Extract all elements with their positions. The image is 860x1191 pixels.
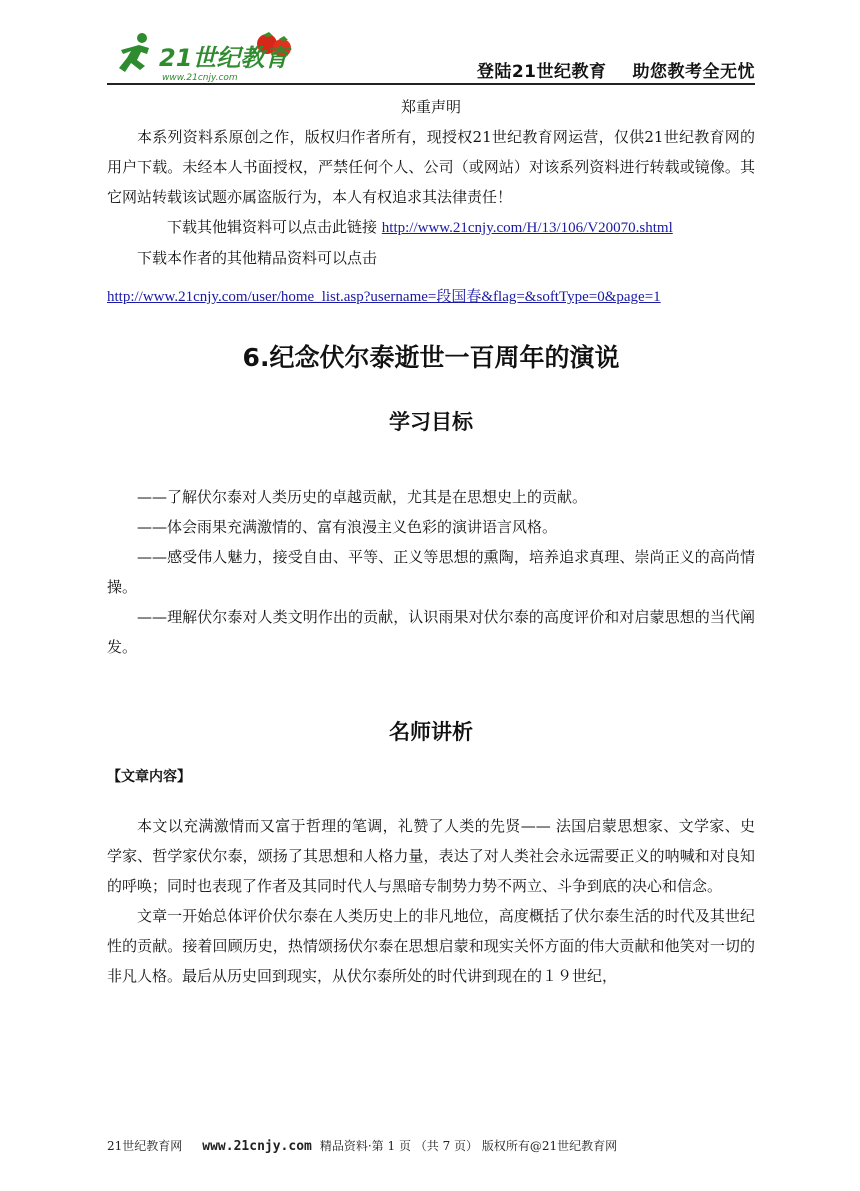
analysis-paragraph: 文章一开始总体评价伏尔泰在人类历史上的非凡地位，高度概括了伏尔泰生活的时代及其世纪性的贡献。接着回顾历史，热情颂扬伏尔泰在思想启蒙和现实关怀方面的伟大贡献和他笑对一切的非凡人格。最后从历史回到现实，从伏尔泰所处的时代讲到现在的１９世纪， bbox=[107, 907, 755, 985]
goal-item: ——理解伏尔泰对人类文明作出的贡献，认识雨果对伏尔泰的高度评价和对启蒙思想的当代阐发。 bbox=[107, 608, 755, 656]
section-label: 【文章内容】 bbox=[107, 769, 191, 785]
logo-url: www.21cnjy.com bbox=[162, 73, 238, 83]
logo-text: 21世纪教育 bbox=[159, 44, 289, 72]
analysis-heading: 名师讲析 bbox=[389, 720, 473, 744]
download-other-line bbox=[107, 212, 755, 243]
goals-heading: 学习目标 bbox=[389, 410, 473, 434]
download-author-link[interactable]: http://www.21cnjy.com/user/home_list.asp?username=段国春&flag=&softType=0&page=1 bbox=[107, 289, 661, 305]
page-footer bbox=[107, 1137, 755, 1154]
analysis-body bbox=[107, 811, 755, 991]
download-author-line bbox=[107, 281, 755, 312]
header-slogan bbox=[477, 57, 755, 82]
download-other-link[interactable]: http://www.21cnjy.com/H/13/106/V20070.shtml bbox=[381, 220, 673, 236]
goal-item: ——体会雨果充满激情的、富有浪漫主义色彩的演讲语言风格。 bbox=[137, 518, 558, 536]
slogan-left: 登陆21世纪教育 bbox=[476, 62, 607, 82]
footer-site-url: www.21cnjy.com bbox=[202, 1139, 312, 1154]
download-author-label: 下载本作者的其他精品资料可以点击 bbox=[137, 249, 378, 267]
analysis-paragraph: 本文以充满激情而又富于哲理的笔调，礼赞了人类的先贤—— 法国启蒙思想家、文学家、史学家、哲学家伏尔泰，颂扬了其思想和人格力量，表达了对人类社会永远需要正义的呐喊和对良知的呼唤；同时也表现了作者及其同时代人与黑暗专制势力势不两立、斗争到底的决心和信念。 bbox=[107, 817, 755, 895]
notice-paragraph: 本系列资料系原创之作，版权归作者所有，现授权21世纪教育网运营，仅供21世纪教育网的用户下载。未经本人书面授权，严禁任何个人、公司（或网站）对该系列资料进行转载或镜像。其它网站转载该试题亦属盗版行为，本人有权追求其法律责任！ bbox=[107, 128, 755, 206]
header-divider bbox=[107, 83, 755, 85]
notice-title: 郑重声明 bbox=[400, 98, 461, 116]
goal-item: ——感受伟人魅力，接受自由、平等、正义等思想的熏陶，培养追求真理、崇尚正义的高尚情操。 bbox=[107, 548, 755, 596]
page-title: 6.纪念伏尔泰逝世一百周年的演说 bbox=[242, 343, 620, 372]
goals-list bbox=[107, 482, 755, 662]
slogan-right: 助您教考全无忧 bbox=[632, 62, 755, 82]
goal-item: ——了解伏尔泰对人类历史的卓越贡献，尤其是在思想史上的贡献。 bbox=[137, 488, 588, 506]
footer-site-name: 21世纪教育网 bbox=[107, 1139, 183, 1153]
footer-page-info: 精品资料·第 1 页 （共 7 页） 版权所有@21世纪教育网 bbox=[319, 1139, 618, 1153]
page-header bbox=[107, 28, 755, 84]
download-other-label: 下载其他辑资料可以点击此链接 bbox=[167, 218, 382, 236]
copyright-notice bbox=[107, 92, 755, 312]
site-logo bbox=[107, 28, 307, 84]
runner-icon bbox=[119, 33, 149, 72]
